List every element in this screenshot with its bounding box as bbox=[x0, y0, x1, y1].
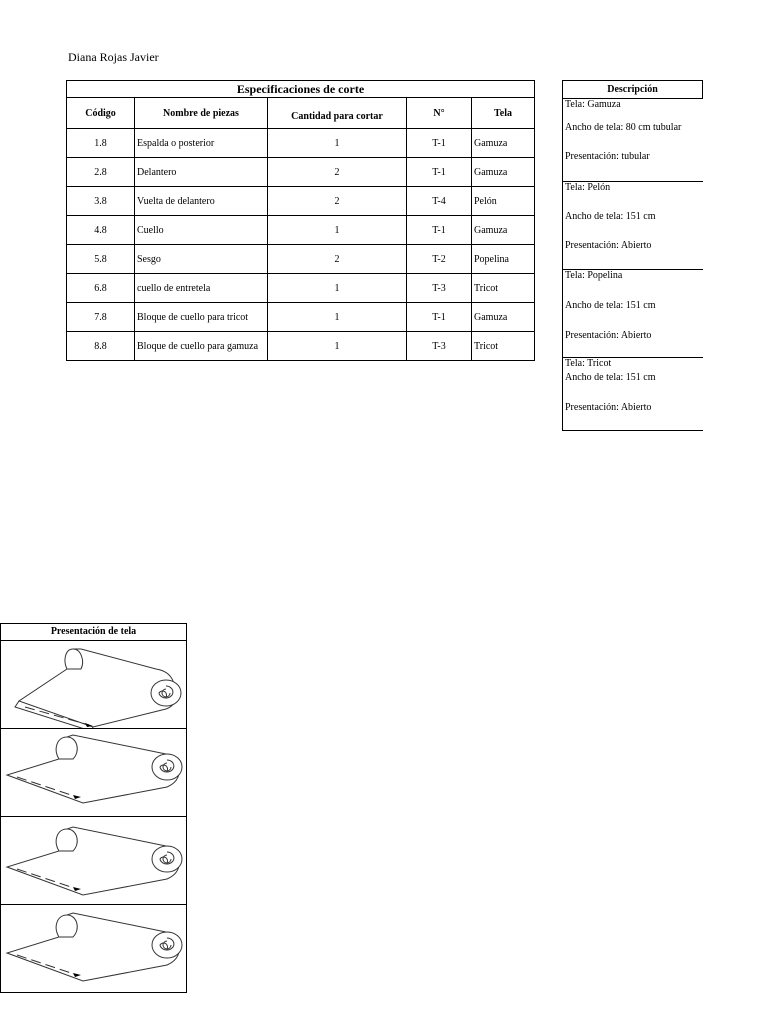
cell-numero: T-1 bbox=[407, 129, 472, 158]
desc-ancho: Ancho de tela: 151 cm bbox=[565, 211, 656, 222]
cutting-spec-table bbox=[66, 80, 535, 361]
header-nombre: Nombre de piezas bbox=[135, 98, 268, 129]
header-numero: N° bbox=[407, 98, 472, 129]
cell-nombre: Bloque de cuello para gamuza bbox=[135, 332, 268, 361]
cell-codigo: 1.8 bbox=[67, 129, 135, 158]
table-row bbox=[67, 129, 535, 158]
cell-nombre: Espalda o posterior bbox=[135, 129, 268, 158]
cell-cantidad: 1 bbox=[268, 129, 407, 158]
cell-tela: Pelón bbox=[472, 187, 535, 216]
cell-cantidad: 2 bbox=[268, 187, 407, 216]
cell-cantidad: 1 bbox=[268, 216, 407, 245]
descripcion-block bbox=[563, 99, 703, 182]
fabric-roll-open-icon bbox=[1, 729, 186, 816]
desc-tela: Tela: Tricot bbox=[565, 358, 612, 369]
cell-numero: T-3 bbox=[407, 332, 472, 361]
table-row bbox=[67, 158, 535, 187]
desc-presentacion: Presentación: Abierto bbox=[565, 330, 652, 341]
cell-tela: Gamuza bbox=[472, 216, 535, 245]
header-cantidad: Cantidad para cortar bbox=[268, 98, 407, 129]
fabric-roll-open-cell bbox=[1, 905, 186, 992]
descripcion-block bbox=[563, 358, 703, 431]
cell-nombre: Sesgo bbox=[135, 245, 268, 274]
presentacion-panel bbox=[0, 623, 187, 993]
cell-numero: T-1 bbox=[407, 158, 472, 187]
cell-codigo: 6.8 bbox=[67, 274, 135, 303]
cell-cantidad: 2 bbox=[268, 158, 407, 187]
table-row bbox=[67, 245, 535, 274]
cell-cantidad: 1 bbox=[268, 332, 407, 361]
fabric-roll-open-icon bbox=[1, 817, 186, 904]
header-tela: Tela bbox=[472, 98, 535, 129]
table-row bbox=[67, 303, 535, 332]
cell-nombre: Delantero bbox=[135, 158, 268, 187]
cell-tela: Gamuza bbox=[472, 129, 535, 158]
cell-codigo: 2.8 bbox=[67, 158, 135, 187]
cell-nombre: Vuelta de delantero bbox=[135, 187, 268, 216]
cell-codigo: 5.8 bbox=[67, 245, 135, 274]
table-row bbox=[67, 216, 535, 245]
cell-cantidad: 2 bbox=[268, 245, 407, 274]
fabric-roll-tubular-cell bbox=[1, 641, 186, 729]
cell-tela: Gamuza bbox=[472, 303, 535, 332]
fabric-roll-open-icon bbox=[1, 905, 186, 992]
cell-cantidad: 1 bbox=[268, 303, 407, 332]
desc-ancho: Ancho de tela: 151 cm bbox=[565, 300, 656, 311]
cell-codigo: 7.8 bbox=[67, 303, 135, 332]
table-row bbox=[67, 187, 535, 216]
author-name: Diana Rojas Javier bbox=[68, 50, 159, 64]
fabric-roll-open-cell bbox=[1, 817, 186, 905]
cell-cantidad: 1 bbox=[268, 274, 407, 303]
cell-numero: T-1 bbox=[407, 216, 472, 245]
cell-nombre: cuello de entretela bbox=[135, 274, 268, 303]
cell-tela: Gamuza bbox=[472, 158, 535, 187]
descripcion-title: Descripción bbox=[563, 80, 703, 99]
desc-presentacion: Presentación: tubular bbox=[565, 151, 650, 162]
fabric-roll-tubular-icon bbox=[1, 641, 186, 728]
header-codigo: Código bbox=[67, 98, 135, 129]
cell-numero: T-4 bbox=[407, 187, 472, 216]
cell-nombre: Cuello bbox=[135, 216, 268, 245]
table-title: Especificaciones de corte bbox=[67, 81, 535, 98]
desc-tela: Tela: Pelón bbox=[565, 182, 611, 193]
cell-codigo: 8.8 bbox=[67, 332, 135, 361]
fabric-roll-open-cell bbox=[1, 729, 186, 817]
descripcion-block bbox=[563, 182, 703, 270]
cell-numero: T-2 bbox=[407, 245, 472, 274]
desc-ancho: Ancho de tela: 151 cm bbox=[565, 372, 656, 383]
cell-tela: Tricot bbox=[472, 332, 535, 361]
table-row bbox=[67, 274, 535, 303]
cell-numero: T-3 bbox=[407, 274, 472, 303]
cell-nombre: Bloque de cuello para tricot bbox=[135, 303, 268, 332]
cell-tela: Tricot bbox=[472, 274, 535, 303]
descripcion-panel bbox=[562, 80, 703, 431]
cell-numero: T-1 bbox=[407, 303, 472, 332]
cell-codigo: 3.8 bbox=[67, 187, 135, 216]
desc-tela: Tela: Gamuza bbox=[565, 99, 621, 110]
desc-ancho: Ancho de tela: 80 cm tubular bbox=[565, 122, 682, 133]
presentacion-title: Presentación de tela bbox=[1, 624, 186, 641]
table-row bbox=[67, 332, 535, 361]
desc-tela: Tela: Popelina bbox=[565, 270, 623, 281]
descripcion-block bbox=[563, 270, 703, 358]
desc-presentacion: Presentación: Abierto bbox=[565, 402, 652, 413]
desc-presentacion: Presentación: Abierto bbox=[565, 240, 652, 251]
cell-tela: Popelina bbox=[472, 245, 535, 274]
cell-codigo: 4.8 bbox=[67, 216, 135, 245]
